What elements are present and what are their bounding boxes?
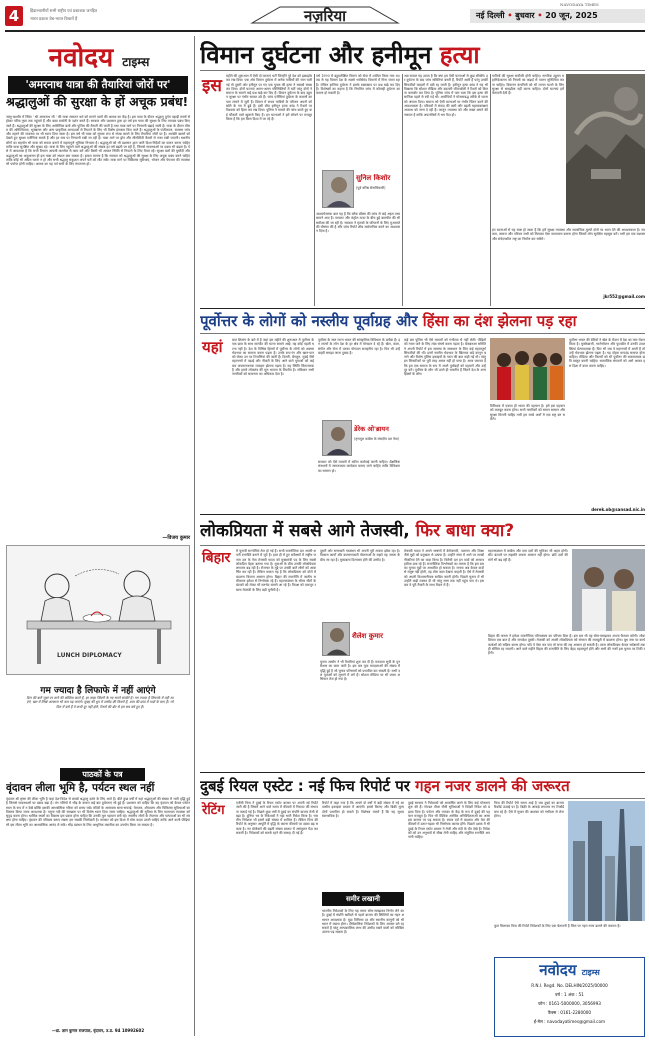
popularity-headline-main: लोकप्रियता में सबसे आगे तेजस्वी, <box>200 521 410 541</box>
imprint-brand-name: नवोदय <box>539 961 577 979</box>
page-number: 4 <box>8 7 20 25</box>
northeast-bottom-rule <box>200 514 645 515</box>
lead-email: jkr552@gmail.com <box>603 294 645 299</box>
lead-body-col-1: महीने की शुरूआत में ऐसी दो घटनाएं घटीं जिन्होंने पूरे देश को झकझोर कर रख दिया। एक ओर विमान दुर्घटना में अनेक यात्रियों की जान चली गई तो दूसरी ओर हनीमून पर गए एक युवक की हत्या ने सबको स्तब्ध कर दिया। दोनों घटनाएं अलग-अलग परिस्थितियों में घटीं परंतु दोनों ने समाज के सामने कई प्रश्न खड़े कर दिए हैं। विमान दुर्घटना के बाद उड्डयन सुरक्षा पर गंभीर सवाल उठे हैं। जांच एजेंसियां दुर्घटना के कारणों का पता लगाने में जुटी हैं। विमान में सवार यात्रियों के परिजन अपनों को खोने के गम में डूबे हैं। इसी बीच हनीमून हत्या कांड ने रिश्तों पर विश्वास को हिला कर रख दिया। पुलिस ने मामले की जांच करते हुए कई चौंकाने वाले खुलासे किए हैं। इन घटनाओं ने हमें सोचने पर मजबूर किया है कि हम किस दिशा में जा रहे हैं। <box>226 74 312 121</box>
masthead-tagline-1: हिंदाल्थानीयों सभी राष्ट्रीय एवं प्रकाशक जनहित <box>30 8 98 13</box>
northeast-headline <box>200 311 645 331</box>
brand-suffix: टाइम्स <box>122 55 150 69</box>
popularity-body-col-3: तेजस्वी यादव ने अपने भाषणों में बेरोजगारी, पलायन और शिक्षा जैसे मुद्दों को प्रमुखता से उठाया है। उन्होंने सत्ता में आने पर लाखों नौकरियां देने का वादा किया है। विरोधी दल इन वादों को अव्यावहारिक बता रहे हैं। राजनीतिक विश्लेषकों का मानना है कि इस बार का चुनाव मुद्दों पर आधारित हो सकता है। जनता अब केवल वादों से संतुष्ट नहीं होती, वह ठोस काम देखना चाहती है। ऐसे में तेजस्वी को अपनी विश्वसनीयता साबित करनी होगी। पिछले चुनाव में भी उन्होंने कड़ी टक्कर दी थी परंतु सत्ता तक नहीं पहुंच पाए थे। इस बार वे पूरी तैयारी के साथ मैदान में हैं। <box>404 549 484 588</box>
lead-photo <box>566 74 645 224</box>
section-title: नज़रिया <box>303 7 347 25</box>
letters-body: वृंदावन श्री कृष्ण की लीला भूमि है जहां देश-विदेश से लाखों श्रद्धालु दर्शन के लिए आते हैं। बीते कुछ वर्षों में यहां श्रद्धालुओं की संख्या में भारी वृद्धि हुई है जिससे व्यवस्थाओं पर दबाव बढ़ा है। तंग गलियों में भीड़ के कारण कई बार दुर्घटनाएं भी हुई हैं। प्रशासन को चाहिए कि वह वृंदावन को केवल पर्यटन स्थल के रूप में न देखे बल्कि इसकी आध्यात्मिक गरिमा को बनाए रखे। मंदिरों के आसपास साफ-सफाई, पेयजल, शौचालय और चिकित्सा सुविधाओं का विस्तार किया जाना आवश्यक है। यमुना नदी की स्वच्छता पर भी विशेष ध्यान दिया जाना चाहिए। श्रद्धालुओं की सुविधा के लिए यातायात व्यवस्था को सुदृढ़ करना होगा। धार्मिक स्थलों का विकास इस प्रकार होना चाहिए कि उनकी मूल पहचान बनी रहे। स्थानीय लोगों के रोजगार और परंपराओं का भी संरक्षण होना चाहिए। वृंदावन की पवित्रता बनाए रखना हम सबकी जिम्मेदारी है। सरकार को इस दिशा में ठोस कदम उठाने चाहिएं ताकि आने वाली पीढ़ियां भी इस लीला भूमि का आध्यात्मिक आनंद ले सकें। भीड़ प्रबंधन के लिए आधुनिक तकनीक का उपयोग किया जा सकता है। <box>6 797 190 827</box>
northeast-people-image <box>490 338 565 400</box>
dubai-headline-main: दुबई रियल एस्टेट : नई फिच रिपोर्ट पर <box>200 777 416 795</box>
northeast-headline-rule <box>200 333 645 334</box>
popularity-body-col-5: बिहार की जनता ने हमेशा राजनीतिक परिपक्वता का परिचय दिया है। इस बार भी वह सोच-समझकर अपना फैसला करेगी। लोकप्रियता एक बात है और जनादेश दूसरी। तेजस्वी को अपनी लोकप्रियता को संगठन की मजबूती में बदलना होगा। बूथ स्तर पर कार्यकर्ताओं को सक्रिय करना होगा। यदि वे ऐसा कर पाए तो सत्ता की राह आसान हो सकती है। वरना लोकप्रियता केवल सर्वेक्षणों तक ही सीमित रह जाएगी। आने वाले महीने बिहार की राजनीति के लिए बेहद महत्वपूर्ण होंगे और सभी की नजरें इस चुनाव पर टिकी रहेंगी। <box>488 634 645 656</box>
dubai-body-col-1: एजेंसी फिच ने दुबई के रियल एस्टेट बाजार पर अपनी नई रिपोर्ट जारी की है जिसमें आने वाले समय में कीमतों में गिरावट की संभावना जताई गई है। पिछले कुछ वर्षों में दुबई का संपत्ति बाजार तेजी से बढ़ा है। दुनिया भर के निवेशकों ने यहां भारी निवेश किया है। भारतीय निवेशक भी इसमें बड़ी संख्या में शामिल हैं। लेकिन फिच की रिपोर्ट के अनुसार आपूर्ति में वृद्धि के कारण कीमतों पर दबाव बढ़ सकता है। नए प्रोजेक्टों की बढ़ती संख्या बाजार में असंतुलन पैदा कर सकती है। निवेशकों को सतर्क रहने की सलाह दी गई है। <box>236 801 318 836</box>
crash-scene-image <box>566 74 645 224</box>
imprint-reg: R.N.I. Regd. No. DELHIN/2025/00000 <box>531 983 608 988</box>
popularity-bottom-rule <box>200 772 645 773</box>
cartoon <box>6 545 190 675</box>
column-divider <box>402 74 403 306</box>
northeast-body-col-2b: सरकार को ऐसे मामलों में त्वरित कार्रवाई करनी चाहिए। शैक्षणिक संस्थानों में जागरूकता कार्यक्रम चलाए जाने चाहिएं ताकि विविधता का सम्मान हो। <box>318 460 400 473</box>
imprint-line2: फोन : 0161-5000000, 3056993 <box>538 1001 601 1006</box>
letters-headline: वृंदावन लीला भूमि है, पर्यटन स्थल नहीं <box>6 782 155 794</box>
masthead-tagline-2: भारत प्रकाश वेब-भारत विचारों हैं <box>30 16 78 21</box>
popularity-dropcap: बिहार <box>202 550 231 566</box>
brand-name: नवोदय <box>48 43 114 73</box>
dateline-date: 20 जून, 2025 <box>545 11 598 20</box>
letters-signature: —डा. ज्ञान कुमार राजपाल, वृंदावन, उ.प्र. 94 10992602 <box>51 1028 145 1033</box>
dubai-body-col-4: फिच की रिपोर्ट ऐसे समय आई है जब दुबई का बाजार रिकॉर्ड ऊंचाई पर है। बिक्री के आंकड़े लगातार नए रिकॉर्ड बना रहे हैं। ऐसे में सुधार की आशंका को गंभीरता से लेना होगा। <box>494 801 564 818</box>
site-url: NAVODAYA TIMES <box>560 2 599 7</box>
lead-author-photo <box>322 170 354 208</box>
imprint-brand <box>495 960 644 980</box>
letters-section-title: पाठकों के पत्र <box>60 768 145 781</box>
masthead <box>0 0 649 38</box>
lead-body-col-2b: आश्चर्यजनक बात यह है कि ब्लैक बॉक्स की जांच से कई अहम तथ्य सामने आए हैं। पायलट और कंट्रोल टावर के बीच हुई बातचीत की भी समीक्षा की जा रही है। सरकार ने मृतकों के परिजनों के लिए मुआवजे की घोषणा की है और जांच रिपोर्ट शीघ्र सार्वजनिक करने का आश्वासन दिया है। <box>316 212 400 234</box>
northeast-headline-accent: हिंसा का दंश झेलना पड़ रहा <box>422 312 577 330</box>
lead-headline <box>200 38 645 71</box>
editorial-signature: —विजय कुमार <box>162 535 190 541</box>
author-portrait <box>323 421 352 456</box>
northeast-email: derek.ob@sansad.nic.in <box>591 507 645 512</box>
northeast-body-col-4: विविधता में एकता ही भारत की पहचान है। हमें इस पहचान को मजबूत करना होगा। सभी नागरिकों को समान सम्मान और सुरक्षा मिलनी चाहिए तभी हम सच्चे अर्थों में एक राष्ट्र बन सकेंगे। <box>490 404 565 421</box>
masthead-rule <box>5 30 645 32</box>
northeast-body-col-1: बात शिलांग के बारे में है जहां इस महीने की शुरूआत में पूर्वोत्तर के एक छात्र के साथ मारपीट की घटना सामने आई। यह कोई पहली घटना नहीं है। देश के विभिन्न हिस्सों में पूर्वोत्तर के लोगों को अक्सर भेदभाव का सामना करना पड़ता है। उनके रूप-रंग और खान-पान को लेकर उन पर टिप्पणियां की जाती हैं। दिल्ली, बेंगलुरु, मुंबई जैसे महानगरों में पढ़ाई और नौकरी के लिए आने वाले युवाओं को कई बार अपमानजनक व्यवहार झेलना पड़ता है। यह स्थिति चिंताजनक है और हमारे लोकतंत्र की मूल भावना के विपरीत है। संविधान सभी नागरिकों को समानता का अधिकार देता है। <box>232 338 314 377</box>
lead-body-col-3: अब सवाल यह उठता है कि क्या हम ऐसी घटनाओं से कुछ सीखेंगे। हर दुर्घटना के बाद जांच समितियां बनती हैं, रिपोर्टें आती हैं परंतु उनकी सिफारिशें फाइलों में दबी रह जाती हैं। हनीमून हत्या कांड ने यह भी दिखाया कि सोशल मीडिया और बदलती जीवनशैली ने रिश्तों को कितना कमजोर कर दिया है। पुलिस जांच में पता चला कि इस हत्या की साजिश पहले से रची गई थी। आरोपियों ने योजनाबद्ध तरीके से घटना को अंजाम दिया। समाज को ऐसी घटनाओं पर गंभीर चिंतन करने की आवश्यकता है। परिवारों में संवाद की कमी और बढ़ती महत्वाकांक्षाएं अपराध को जन्म दे रही हैं। कानून व्यवस्था को और सख्त बनाने की जरूरत है ताकि अपराधियों में भय पैदा हो। <box>404 74 488 117</box>
cartoon-caption: LUNCH DIPLOMACY <box>57 652 122 659</box>
left-column-divider <box>194 36 195 1036</box>
lead-headline-main: विमान दुर्घटना और हनीमून <box>200 41 440 69</box>
imprint-line3: फैक्स : 0161-2280000 <box>547 1010 592 1015</box>
lead-bottom-rule <box>200 308 645 309</box>
northeast-headline-main: पूर्वोत्तर के लोगों को नस्लीय पूर्वाग्रह और <box>200 312 423 330</box>
popularity-headline-accent: फिर बाधा क्या? <box>415 521 515 541</box>
popularity-body-col-4: महागठबंधन में कांग्रेस और वाम दलों की भूमिका भी अहम होगी। सीट बंटवारे पर सहमति बनाना आसान नहीं होगा। छोटे दलों की मांगें भी बढ़ रही हैं। <box>488 549 568 562</box>
dateline: नई दिल्ली • बुधवार • 20 जून, 2025 <box>470 9 645 23</box>
imprint-line4: ई-मेल : navodayatimes@gmail.com <box>533 1019 606 1024</box>
popularity-headline <box>200 518 645 541</box>
popularity-body-col-1: में चुनावी सरगर्मियां तेज हो गई हैं। सभी राजनीतिक दल अपनी-अपनी रणनीति बनाने में जुटे हैं। हाल ही में हुए सर्वेक्षणों में राष्ट्रीय जनता दल के नेता तेजस्वी यादव को मुख्यमंत्री पद के लिए सबसे लोकप्रिय चेहरा बताया गया है। युवाओं के बीच उनकी लोकप्रियता लगातार बढ़ रही है। रोजगार के मुद्दे पर उनकी बातें लोगों को आकर्षित कर रही हैं। लेकिन सवाल यह है कि लोकप्रियता को वोटों में बदलना कितना आसान होगा। बिहार की राजनीति में जातीय समीकरण हमेशा से निर्णायक रहे हैं। महागठबंधन के भीतर सीटों के बंटवारे को लेकर भी मतभेद सामने आ रहे हैं। विपक्ष को एकजुट रखना तेजस्वी के लिए बड़ी चुनौती है। <box>236 549 316 592</box>
lead-headline-accent: हत्या <box>439 41 480 69</box>
dubai-headline-rule <box>200 798 645 799</box>
dubai-body-col-3: दुबई सरकार ने निवेशकों को आकर्षित करने के लिए कई योजनाएं शुरू की हैं। गोल्डन वीजा जैसी सुविधाओं ने विदेशी निवेश को बढ़ावा दिया है। पर्यटन और व्यापार के केंद्र के रूप में दुबई की पहचान मजबूत है। फिर भी वैश्विक आर्थिक अनिश्चितताओं का असर इस बाजार पर पड़ सकता है। ब्याज दरों में बदलाव और तेल की कीमतों में उतार-चढ़ाव भी निर्णायक कारक होंगे। पिछले दशक में भी दुबई के रियल एस्टेट बाजार ने तेजी और मंदी के दौर देखे हैं। निवेशकों को उन अनुभवों से सीख लेनी चाहिए और संतुलित रणनीति अपनानी चाहिए। <box>408 801 490 840</box>
column-divider <box>490 74 491 306</box>
dubai-body-col-2: रिपोर्ट में कहा गया है कि अगले दो वर्षों में बड़ी संख्या में नई आवासीय इकाइयां बाजार में आएंगी। इससे किराए और बिक्री मूल्य दोनों प्रभावित हो सकते हैं। विशेषज्ञ मानते हैं कि यह सुधार स्वाभाविक है। <box>322 801 404 818</box>
author-portrait <box>323 171 354 208</box>
northeast-author-caption: (तृणमूल कांग्रेस के संसदीय दल नेता) <box>354 437 400 441</box>
dubai-headline-accent: गहन नजर डालने की जरूरत <box>415 777 570 795</box>
dateline-city: नई दिल्ली <box>476 11 505 20</box>
imprint-line1: वर्ष : 1 अंक : 51 <box>555 992 584 997</box>
northeast-author-name: डेरेक ओ'ब्रायन <box>354 425 389 433</box>
dubai-body-col-5: कुल मिलाकर फिच की रिपोर्ट निवेशकों के लिए एक चेतावनी है जिस पर गहन नजर डालने की जरूरत है। <box>494 924 621 928</box>
northeast-body-col-5: पूर्वोत्तर भारत की बेटियों ने खेल के मैदान में देश का नाम रोशन किया है। मुक्केबाजी, भारोत्तोलन और फुटबॉल में उनकी उपलब्धियां प्रेरणादायक हैं। फिर भी जब वे महानगरों में आती हैं तो उन्हें भेदभाव झेलना पड़ता है। यह दोहरा मापदंड समाप्त होना चाहिए। मीडिया और फिल्मों को भी पूर्वोत्तर की सकारात्मक छवि प्रस्तुत करनी चाहिए। सामाजिक संगठनों को आगे आकर इस दिशा में काम करना चाहिए। <box>569 338 645 368</box>
lead-headline-rule <box>200 70 645 71</box>
northeast-body-col-2: पूर्वोत्तर के सात राज्य भारत की सांस्कृतिक विविधता के प्रतीक हैं। इन राज्यों के लोग देश के हर क्षेत्र में योगदान दे रहे हैं। खेल, कला, संगीत और सेना में उनका योगदान सराहनीय रहा है। फिर भी उन्हें बाहरी समझा जाना दुखद है। <box>318 338 400 355</box>
lead-body-col-5: इन घटनाओं से यह स्पष्ट हो जाता है कि हमें सुरक्षा व्यवस्था और सामाजिक मूल्यों दोनों पर ध्यान देने की आवश्यकता है। सरकार, समाज और परिवार सभी को मिलकर ऐसा वातावरण बनाना होगा जिसमें लोग सुरक्षित महसूस करें। तभी हम एक सशक्त और संवेदनशील राष्ट्र का निर्माण कर सकेंगे। <box>492 228 645 241</box>
author-portrait <box>323 623 350 656</box>
column-divider <box>314 74 315 306</box>
popularity-headline-rule <box>200 545 645 546</box>
editorial-brand <box>12 38 186 74</box>
lead-author-caption: (पूर्व वरिष्ठ सेनाधिकारी) <box>356 186 386 190</box>
northeast-dropcap: यहां <box>202 338 223 356</box>
northeast-photo <box>490 338 565 400</box>
poem-title: गम ज्यादा है लिफाफे में नहीं आएंगे <box>40 686 156 696</box>
editorial-body: जम्मू-कश्मीर में स्थित ' श्री अमरनाथ जी ' की यात्रा सनातन धर्म को मानने वालों की आस्था का केंद्र है। इस यात्रा के दौरान श्रद्धालु दुर्गम पहाड़ी रास्तों से होकर पवित्र गुफा तक पहुंचते हैं और बाबा बर्फानी के दर्शन करते हैं। सरकार और प्रशासन द्वारा हर वर्ष इस यात्रा की सुरक्षा के लिए व्यापक प्रबंध किए जाते हैं। श्रद्धालुओं की सुरक्षा के लिए अर्धसैनिक बलों और पुलिस की तैनाती की जाती है तथा यात्रा मार्ग पर निगरानी बढ़ाई जाती है। यात्रा के दौरान मौसम की अनिश्चितता, भूस्खलन और अन्य प्राकृतिक आपदाओं से निपटने के लिए भी विशेष इंतजाम किए जाते हैं। श्रद्धालुओं के पंजीकरण, स्वास्थ्य जांच और ठहरने की व्यवस्था पर भी ध्यान दिया जाता है। इस वर्ष भी यात्रा को सुचारु रूप से संपन्न कराने के लिए तैयारियां जोरों पर हैं। आतंकी खतरों को देखते हुए सुरक्षा एजेंसियां सतर्क हैं और हर स्तर पर निगरानी रखी जा रही है। यात्रा मार्ग पर ड्रोन और सीसीटीवी कैमरों से नजर रखी जाएगी। स्थानीय लोगों का सहयोग भी यात्रा को सफल बनाने में महत्वपूर्ण भूमिका निभाता है। श्रद्धालुओं को भी प्रशासन द्वारा जारी दिशा-निर्देशों का पालन करना चाहिए ताकि यात्रा सुरक्षित और सुखद रहे। यात्रा के लिए पहुंचने वाले श्रद्धालुओं की संख्या हर वर्ष बढ़ती जा रही है, जिससे व्यवस्थाओं पर दबाव भी बढ़ता है। ऐसे में आवश्यक है कि सभी विभाग आपसी तालमेल से काम करें और किसी भी आपात स्थिति से निपटने के लिए तैयार रहें। सुरक्षा बलों की मुस्तैदी और श्रद्धालुओं का अनुशासन ही इस यात्रा को सफल बना सकता है। हमारा मानना है कि सरकार को श्रद्धालुओं की सुरक्षा के लिए अचूक प्रबंध करने चाहिएं ताकि कोई भी अप्रिय घटना न हो और सभी श्रद्धालु सकुशल अपने घरों को लौट सकें। यात्रा मार्ग पर चिकित्सा सुविधाएं, भोजन और पेयजल की व्यवस्था भी पर्याप्त होनी चाहिए। आस्था का यह पर्व सभी के लिए मंगलमय हो। <box>6 115 190 167</box>
section-label <box>250 3 400 27</box>
lead-body-col-2: वर्ष 1990 में बहुप्रतीक्षित विमान को सेवा में शामिल किया गया था। तब से यह विमान देश के सबसे भरोसेमंद विमानों में गिना जाता रहा है। लेकिन हालिया दुर्घटना ने इसके रखरखाव पर प्रश्न खड़े कर दिए हैं। विशेषज्ञों का कहना है कि नियमित जांच में कोताही दुर्घटना का कारण हो सकती है। <box>316 74 400 96</box>
dubai-body-col-2b: भारतीय निवेशकों के लिए यह समय सोच-समझकर निर्णय लेने का है। दुबई में संपत्ति खरीदने से पहले बाजार की स्थितियों का गहन अध्ययन आवश्यक है। मुद्रा विनिमय दर और स्थानीय कानूनों को भी ध्यान में रखना होगा। दीर्घकालिक निवेशकों के लिए अवसर बने रह सकते हैं परंतु अल्पकालिक लाभ की उम्मीद रखने वालों को जोखिम उठाना पड़ सकता है। <box>322 909 404 935</box>
dubai-author-name: समीर लखानी <box>345 895 380 903</box>
northeast-author-photo <box>322 420 352 456</box>
poem-body: दिल की बातें जुबां पर लाने की कोशिश करते हैं, हर लम्हा जिंदगी के नए सपने संजोते हैं। गम ज्यादा है लिफाफे में नहीं आएंगे, खत में लिखे अल्फाज भी कम पड़ जाएंगे। सुबह की धूप में उम्मीद की किरणें हैं, शाम की छांव में यादों के साए हैं। जो दिल में बसे हैं वे कभी दूर नहीं होते, रिश्तों की डोर से हम सब बंधे हुए हैं। <box>26 696 174 709</box>
editorial-headline: श्रद्धालुओं की सुरक्षा के हों अचूक प्रबंध! <box>6 94 189 109</box>
editorial-quote: 'अमरनाथ यात्रा की तैयारियां जोरों पर' <box>8 76 188 94</box>
lead-author-name: सुनिल किशोर <box>356 174 391 182</box>
dubai-headline <box>200 776 645 796</box>
dubai-photo <box>568 801 645 921</box>
dubai-dropcap: रेटिंग <box>202 803 225 818</box>
imprint-brand-suffix: टाइम्स <box>581 968 600 977</box>
dubai-skyline-image <box>568 801 645 921</box>
popularity-photo <box>572 549 645 631</box>
popularity-author-name: शैलेश कुमार <box>352 632 383 640</box>
popularity-author-photo <box>322 622 350 656</box>
page-number-badge <box>5 6 23 26</box>
politician-image <box>572 549 645 631</box>
dubai-author-box <box>322 892 404 906</box>
dateline-day: बुधवार <box>515 11 535 20</box>
northeast-body-col-3: कई बार पुलिस भी ऐसे मामलों को गंभीरता से नहीं लेती। पीड़ितों को न्याय पाने के लिए लंबा संघर्ष करना पड़ता है। बेजबरुआ समिति ने अपनी रिपोर्ट में इस समस्या के समाधान के लिए कई महत्वपूर्ण सिफारिशें की थीं। इनमें नस्लीय भेदभाव के खिलाफ कड़े कानून बनाने और विशेष पुलिस इकाइयों के गठन की बात कही गई थी। परंतु इन सिफारिशों पर पूरी तरह अमल नहीं हो पाया है। आज जरूरत है कि हम एक समाज के रूप में अपने पूर्वाग्रहों को पहचानें और उन्हें दूर करें। पूर्वोत्तर के लोग भी उतने ही भारतीय हैं जितने देश के अन्य हिस्सों के लोग। <box>404 338 486 377</box>
imprint-box <box>494 957 645 1037</box>
lead-body-col-4: यात्रियों की सुरक्षा सर्वोपरि होनी चाहिए। नागरिक उड्डयन महानिदेशालय को नियमों का कड़ाई से पालन सुनिश्चित करना चाहिए। विमानन कंपनियों को भी लागत घटाने के लिए सुरक्षा से समझौता नहीं करना चाहिए। दोनों घटनाएं हमें चेतावनी देती हैं। <box>492 74 564 96</box>
popularity-body-col-2: दूसरी ओर सत्ताधारी गठबंधन भी अपनी पूरी ताकत झोंक रहा है। विकास कार्यों और कल्याणकारी योजनाओं के सहारे वह जनता के बीच जा रहा है। मुकाबला दिलचस्प होने की उम्मीद है। <box>320 549 400 562</box>
lead-dropcap: इस <box>202 76 222 96</box>
popularity-body-col-2b: चुनाव आयोग ने भी तैयारियां शुरू कर दी हैं। मतदाता सूची के पुनरीक्षण का काम जारी है। इस बार युवा मतदाताओं की संख्या में वृद्धि हुई है जो चुनाव परिणामों को प्रभावित कर सकती है। सभी दल युवाओं को लुभाने में लगे हैं। सोशल मीडिया पर भी प्रचार अभियान तेज हो गया है। <box>320 660 400 682</box>
